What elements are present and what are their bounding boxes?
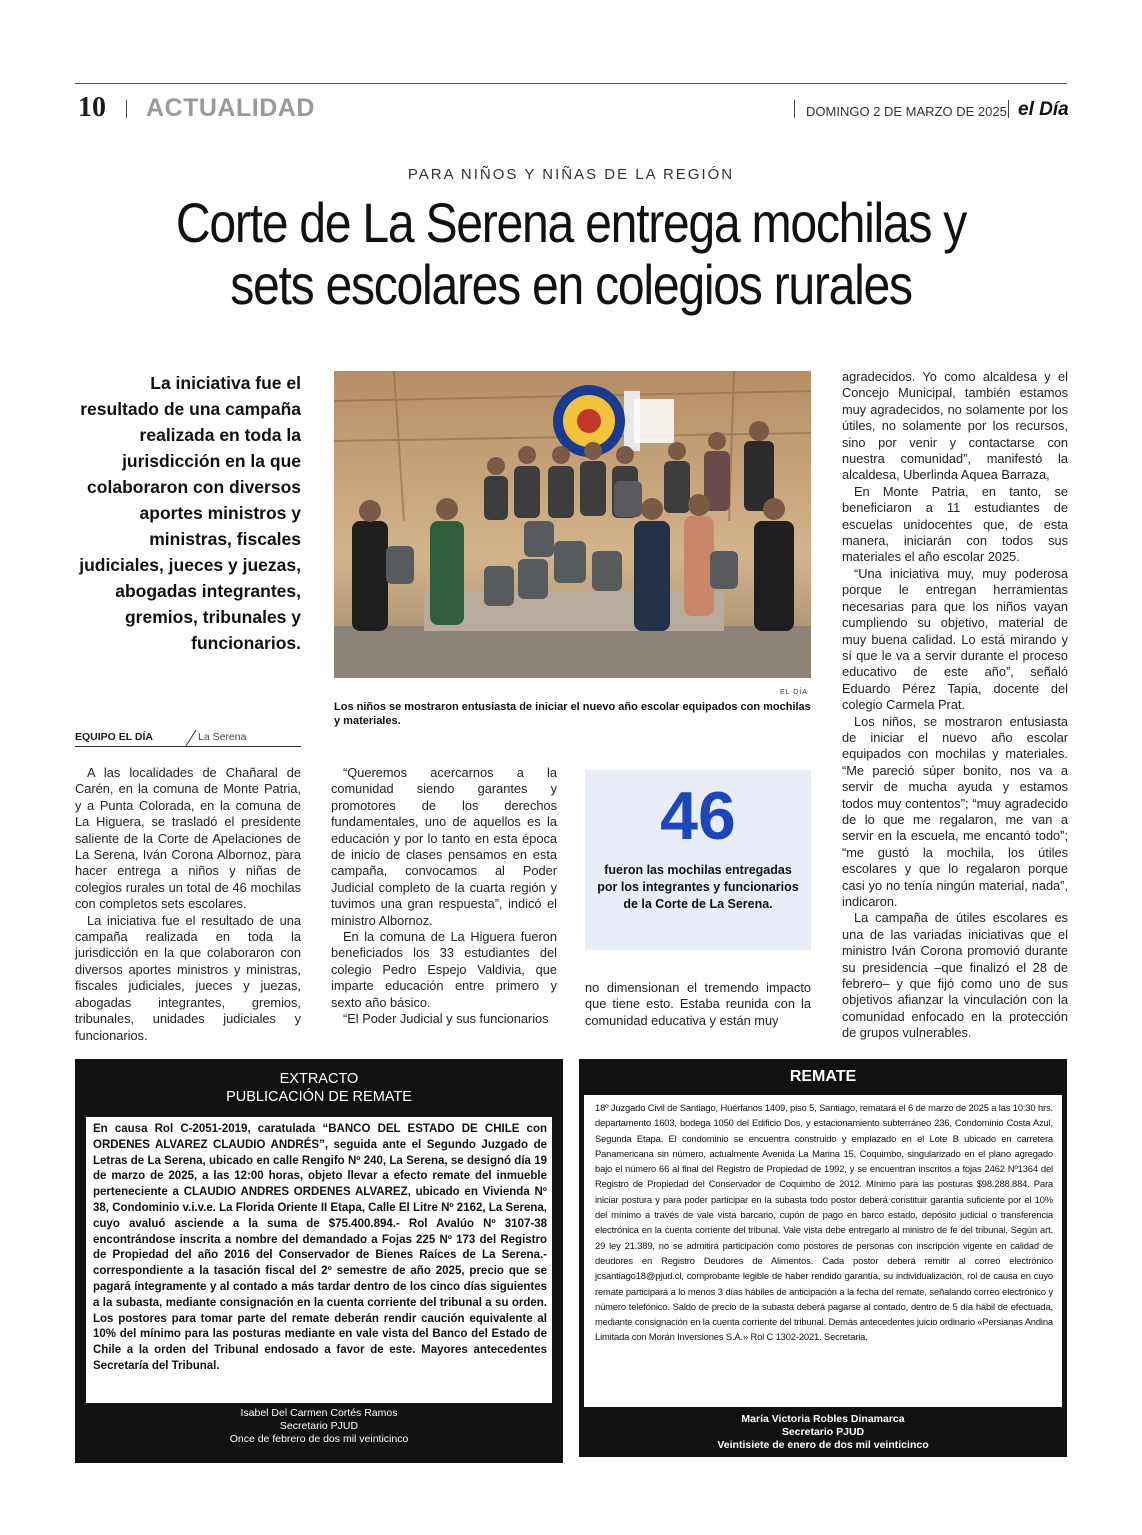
photo-caption: Los niños se mostraron entusiasta de iniciar el nuevo año escolar equipados con mochilas y materiales. bbox=[334, 701, 811, 727]
article-headline: Corte de La Serena entrega mochilas y sets escolares en colegios rurales bbox=[175, 191, 967, 316]
paragraph: “Queremos acercarnos a la comunidad siendo garantes y promotores de los derechos fundamentales, uno de aquellos es la educación y por lo tanto en esta época de inicio de clases pensamos en esta campaña, convocamos al Poder Judicial completo de la cuarta región y tuvimos una gran respuesta”, indicó el ministro Albornoz. bbox=[331, 765, 557, 928]
notice-text: 18º Juzgado Civil de Santiago, Huérfanos 1409, piso 5, Santiago, rematará el 6 de marzo de 2025 a las 10:30 hrs. departamento 1603, bodega 1050 del Edificio Dos, y estacionamiento subterráneo 236, Condominio Costa Azul, Segunda Etapa. El condominio se encuentra construido y emplazado en el Lote B ubicado en carretera Panamericana sin número, actualmente Avenida La Marina 15, Coquimbo, singularizado en el plano agregado bajo el número 66 al final del Registro de Propiedad de 1992, y se encuentran inscritos a fojas 2462 Nº1364 del Registro de Propiedad del Conservador de Coquimbo de 2012. Mínimo para las posturas $98.288.884. Para iniciar postura y para poder participar en la subasta todo postor deberá constituir garantía suficiente por el 10% del mínimo a través de vale vista barcario, cupón de pago en barco estado, depósito judicial o transferencia electrónica en la cuenta corriente del tribunal. Vale vista debe entregarlo al ministro de fe del tribunal. Según art. 29 ley 21.389, no se admitirá participación como postores de personas con inscripción vigente en calidad de deudores en Registro Deudores de Alimentos. Cada postor deberá remitir al correo electrónico jcsantiago18@pjud.cl, comprobante legible de haber rendido garantía, su individualización, rol de causa en cuyo remate participará a lo menos 3 días hábiles de anticipación a la fecha del remate, señalando correo electrónico y número telefónico. Saldo de precio de la subasta deberá pagarse al contado, dentro de 5 día hábil de efectuada, mediante consignación en la cuenta corriente del tribunal. Demás antecedentes juicio ordinario «Persianas Andina Limitada con Morán Inversiones S.A.» Rol C 1302-2021. Secretaria. bbox=[595, 1102, 1053, 1343]
photo-credit: EL DÍA bbox=[780, 689, 808, 696]
notice-body bbox=[584, 1095, 1062, 1407]
stat-number: 46 bbox=[660, 778, 736, 854]
paragraph: “El Poder Judicial y sus funcionarios bbox=[343, 1011, 549, 1027]
article-column-1 bbox=[75, 765, 301, 1044]
stat-text: fueron las mochilas entregadas por los integrantes y funcionarios de la Corte de La Serena. bbox=[597, 863, 799, 911]
notice-text: En causa Rol C-2051-2019, caratulada “BANCO DEL ESTADO DE CHILE con ORDENES ALVAREZ CLAUDIO ANDRÉS”, seguida ante el Segundo Juzgado de Letras de La Serena, ubicado en calle Rengifo Nº 240, La Serena, se designó día 19 de marzo de 2025, a las 12:00 horas, objeto llevar a efecto remate del inmueble perteneciente a CLAUDIO ANDRES ORDENES ALVAREZ, ubicado en Vivienda Nº 38, Condominio v.i.v.e. La Florida Oriente II Etapa, Calle El Litre Nº 2162, La Serena, cuyo avaluó asciende a la suma de $75.400.894.- Rol Avalúo Nº 3107-38 encontrándose inscrita a nombre del demandado a Fojas 225 Nº 173 del Registro de Propiedad del año 2016 del Conservador de Bienes Raíces de La Serena.- correspondiente a la tasación fiscal del 2º semestre de año 2025, precio que se pagará íntegramente y al contado a más tardar dentro de los cinco días siguientes a la subasta, mediante consignación en la cuenta corriente del tribunal a su orden. Los postores para tomar parte del remate deberán rendir caución equivalente al 10% del mínimo para las posturas mediante en vale vista del Banco del Estado de Chile a la orden del Tribunal endosado a favor de este. Mayores antecedentes Secretaría del Tribunal. bbox=[93, 1123, 547, 1372]
notice-signer: Isabel Del Carmen Cortés Ramos bbox=[240, 1407, 398, 1419]
header-divider bbox=[126, 100, 127, 118]
notice-role: Secretario PJUD bbox=[279, 1420, 359, 1432]
group-photo-illustration bbox=[334, 371, 811, 678]
byline-place: La Serena bbox=[198, 731, 247, 743]
notice-title: REMATE bbox=[789, 1068, 857, 1085]
paragraph: Los niños, se mostraron entusiasta de iniciar el nuevo año escolar equipados con mochilas y materiales. “Me pareció súper bonito, nos va a servir de mucha ayuda y estamos todos muy contentos”; “muy agradecido de lo que me regalaron, me van a servir en la escuela, me encantó todo”; “me gustó la mochila, los útiles escolares y que lo regalaron porque casi yo no tenía ningún material, nada”, indicaron. bbox=[842, 713, 1068, 909]
header-rule bbox=[75, 83, 1067, 84]
paragraph: En Monte Patria, en tanto, se beneficiaron a 11 estudiantes de escuelas unidocentes que, de esta manera, iniciarán con todos sus materiales el año escolar 2025. bbox=[842, 483, 1068, 565]
notice-title: EXTRACTO bbox=[279, 1071, 359, 1087]
paragraph: no dimensionan el tremendo impacto que tiene esto. Estaba reunida con la comunidad educativa y están muy bbox=[585, 980, 811, 1028]
notice-subtitle: PUBLICACIÓN DE REMATE bbox=[226, 1089, 412, 1105]
paragraph: En la comuna de La Higuera fueron beneficiados los 33 estudiantes del colegio Pedro Espejo Valdivia, que imparte educación entre primero y sexto año básico. bbox=[331, 929, 557, 1010]
notice-extracto-footer bbox=[75, 1403, 563, 1463]
paragraph: La campaña de útiles escolares es una de las variadas iniciativas que el ministro Iván Corona promovió durante su presidencia –que finalizó el 28 de febrero– y que fijó como uno de sus objetivos afianzar la vinculación con la comunidad enfocado en la protección de grupos vulnerables. bbox=[842, 910, 1068, 1041]
issue-date: DOMINGO 2 DE MARZO DE 2025 bbox=[806, 104, 1007, 119]
notice-signer: María Victoria Robles Dinamarca bbox=[741, 1413, 905, 1425]
article-column-4 bbox=[842, 369, 1068, 1042]
paragraph: “Una iniciativa muy, muy poderosa porque le entregan herramientas necesarias para que los niños vayan cumpliendo su objetivo, material de muy buena calidad. Lo está mirando y sí que le va a servir durante el proceso educativo de este año”, señaló Eduardo Pérez Tapia, docente del colegio Carmela Prat. bbox=[842, 565, 1068, 713]
notice-remate bbox=[579, 1059, 1067, 1457]
page-number: 10 bbox=[78, 92, 106, 123]
notice-role: Secretario PJUD bbox=[781, 1426, 865, 1438]
newspaper-logo: el Día bbox=[1018, 99, 1069, 120]
article-column-3 bbox=[585, 980, 811, 1029]
notice-date: Once de febrero de dos mil veinticinco bbox=[229, 1433, 409, 1445]
article-kicker: PARA NIÑOS Y NIÑAS DE LA REGIÓN bbox=[407, 166, 735, 183]
group-photo bbox=[334, 371, 811, 678]
byline-author: EQUIPO EL DÍA bbox=[75, 731, 153, 743]
notice-date: Veintisiete de enero de dos mil veinticinco bbox=[717, 1439, 929, 1451]
header-divider bbox=[1008, 100, 1009, 118]
paragraph: A las localidades de Chañaral de Carén, en la comuna de Monte Patria, y a Punta Colorada, en la comuna de La Higuera, se trasladó el presidente saliente de la Corte de Apelaciones de La Serena, Iván Corona Albornoz, para hacer entrega a niños y niñas de colegios rurales un total de 46 mochilas con completos sets escolares. bbox=[75, 765, 301, 912]
paragraph: agradecidos. Yo como alcaldesa y el Concejo Municipal, también estamos muy agradecidos, no solamente por los útiles, no solamente por los recursos, sino por venir y contactarse con nuestra comunidad”, manifestó la alcaldesa, Uberlinda Aquea Barraza, bbox=[842, 369, 1068, 483]
header-divider bbox=[794, 100, 795, 118]
paragraph: La iniciativa fue el resultado de una campaña realizada en toda la jurisdicción en la que colaboraron con diversos aportes ministros y ministras, fiscales judiciales, jueces y juezas, abogadas integrantes, gremios, tribunales, unidades judiciales y funcionarios. bbox=[75, 912, 301, 1043]
article-lead: La iniciativa fue el resultado de una campaña realizada en toda la jurisdicción en la que colaboraron con diversos aportes ministros y ministras, fiscales judiciales, jueces y juezas, abogadas integrantes, gremios, tribunales y funcionarios. bbox=[79, 373, 301, 653]
article-column-2 bbox=[331, 765, 557, 1028]
byline-slash bbox=[184, 729, 198, 747]
section-name: ACTUALIDAD bbox=[146, 94, 315, 122]
